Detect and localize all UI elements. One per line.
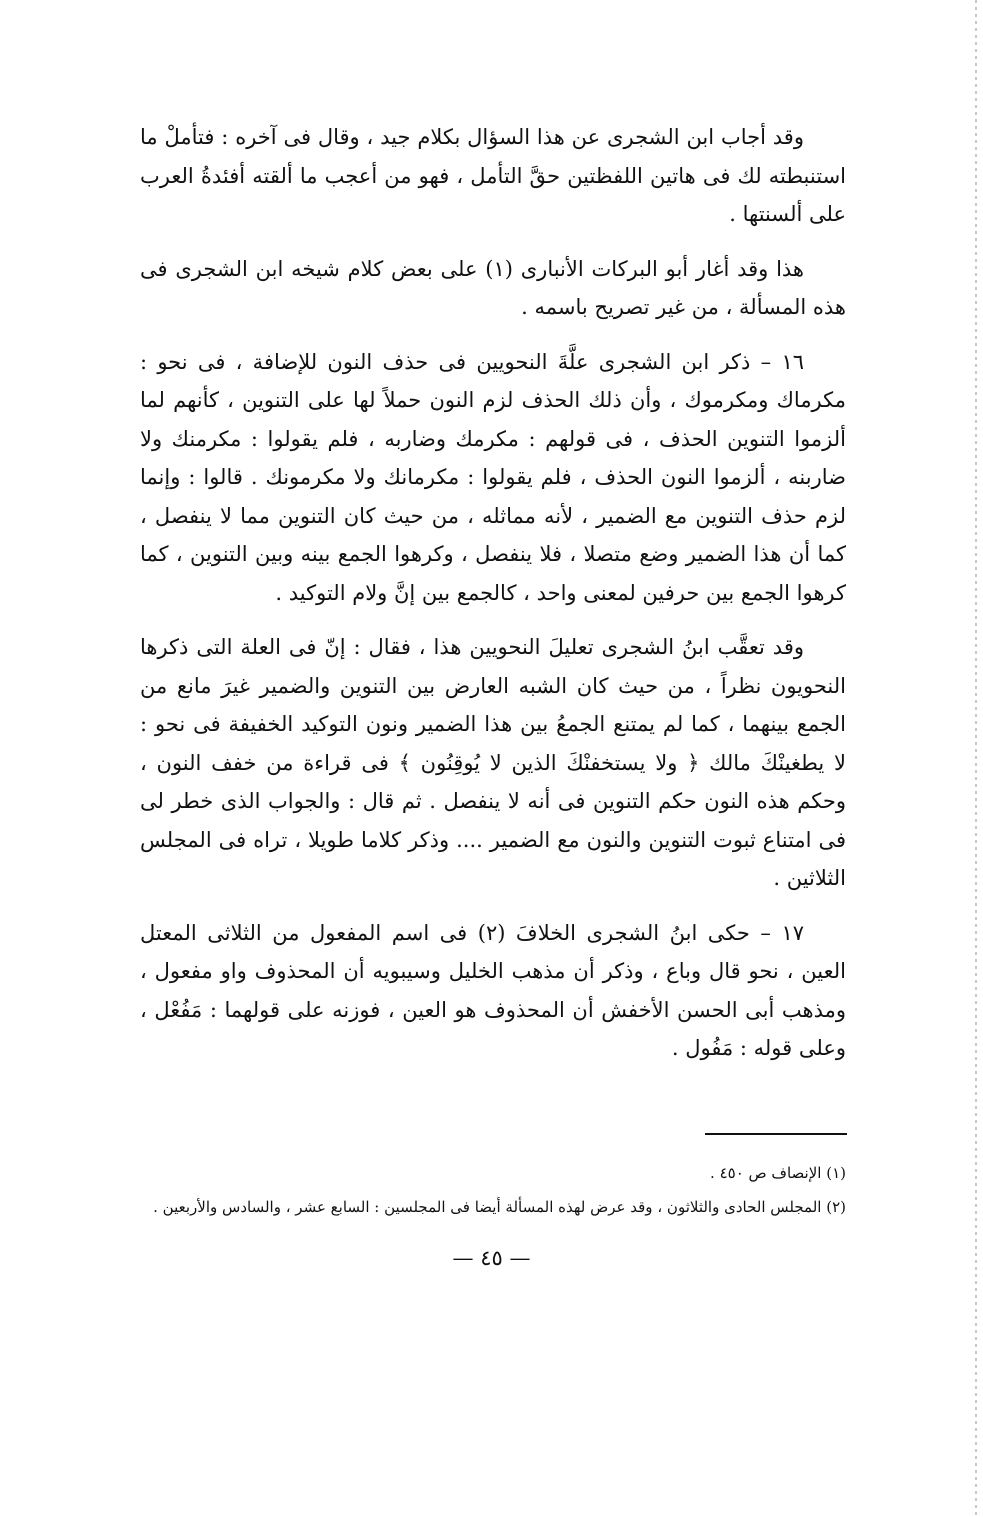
footnote-separator (705, 1133, 847, 1135)
body-text (140, 118, 846, 1084)
paragraph-item-16: ١٦ – ذكر ابن الشجرى علَّةَ النحويين فى حذف النون للإضافة ، فى نحو : مكرماك ومكرموك ، وأن ذلك الحذف لزم النون حملاً لها على التنوين ، كأنهم لما ألزموا التنوين الحذف ، فى قولهم : مكرمك وضاربه ، فلم يقولوا : مكرمنك ولا ضاربنه ، ألزموا النون الحذف ، فلم يقولوا : مكرمانك ولا مكرمونك . قالوا : وإنما لزم حذف التنوين مع الضمير ، لأنه مماثله ، من حيث كان التنوين مما لا ينفصل ، كما أن هذا الضمير وضع متصلا ، فلا ينفصل ، وكرهوا الجمع بينه وبين التنوين ، كما كرهوا الجمع بين حرفين لمعنى واحد ، كالجمع بين إنَّ ولام التوكيد . (140, 349, 846, 605)
paragraph-item-17: ١٧ – حكى ابنُ الشجرى الخلافَ (٢) فى اسم المفعول من الثلاثى المعتل العين ، نحو قال وباع ، وذكر أن مذهب الخليل وسيبويه أن المحذوف واو مفعول ، ومذهب أبى الحسن الأخفش أن المحذوف هو العين ، فوزنه على قولهما : مَفُعْل ، وعلى قوله : مَفُول . (140, 920, 846, 1060)
footnote-2: (٢) المجلس الحادى والثلاثون ، وقد عرض لهذه المسألة أيضا فى المجلسين : السابع عشر ، والسادس والأربعين . (153, 1198, 846, 1216)
paragraph-ibn-shajari-answer: وقد أجاب ابن الشجرى عن هذا السؤال بكلام جيد ، وقال فى آخره : فتأملْ ما استنبطته لك فى هاتين اللفظتين حقَّ التأمل ، فهو من أعجب ما ألقته أفئدةُ العرب على ألسنتها . (140, 125, 846, 226)
page-number: — ٤٥ — (452, 1246, 531, 1270)
paragraph-anbari-borrowing: هذا وقد أغار أبو البركات الأنبارى (١) على بعض كلام شيخه ابن الشجرى فى هذه المسألة ، من غير تصريح باسمه . (140, 256, 846, 319)
footnote-1: (١) الإنصاف ص ٤٥٠ . (710, 1164, 846, 1182)
footnotes (140, 1156, 846, 1224)
scan-edge-mark (975, 0, 977, 1517)
paragraph-ibn-shajari-critique: وقد تعقَّب ابنُ الشجرى تعليلَ النحويين هذا ، فقال : إنّ فى العلة التى ذكرها النحويون نظراً ، من حيث كان الشبه العارض بين التنوين والضمير غيرَ مانع من الجمع بينهما ، كما لم يمتنع الجمعُ بين هذا الضمير ونون التوكيد الخفيفة فى نحو : لا يطغينْكَ مالك ﴿ ولا يستخفنْكَ الذين لا يُوقِنُون ﴾ فى قراءة من خفف النون ، وحكم هذه النون حكم التنوين فى أنه لا ينفصل . ثم قال : والجواب الذى خطر لى فى امتناع ثبوت التنوين والنون مع الضمير .... وذكر كلاما طويلا ، تراه فى المجلس الثلاثين . (140, 635, 846, 890)
